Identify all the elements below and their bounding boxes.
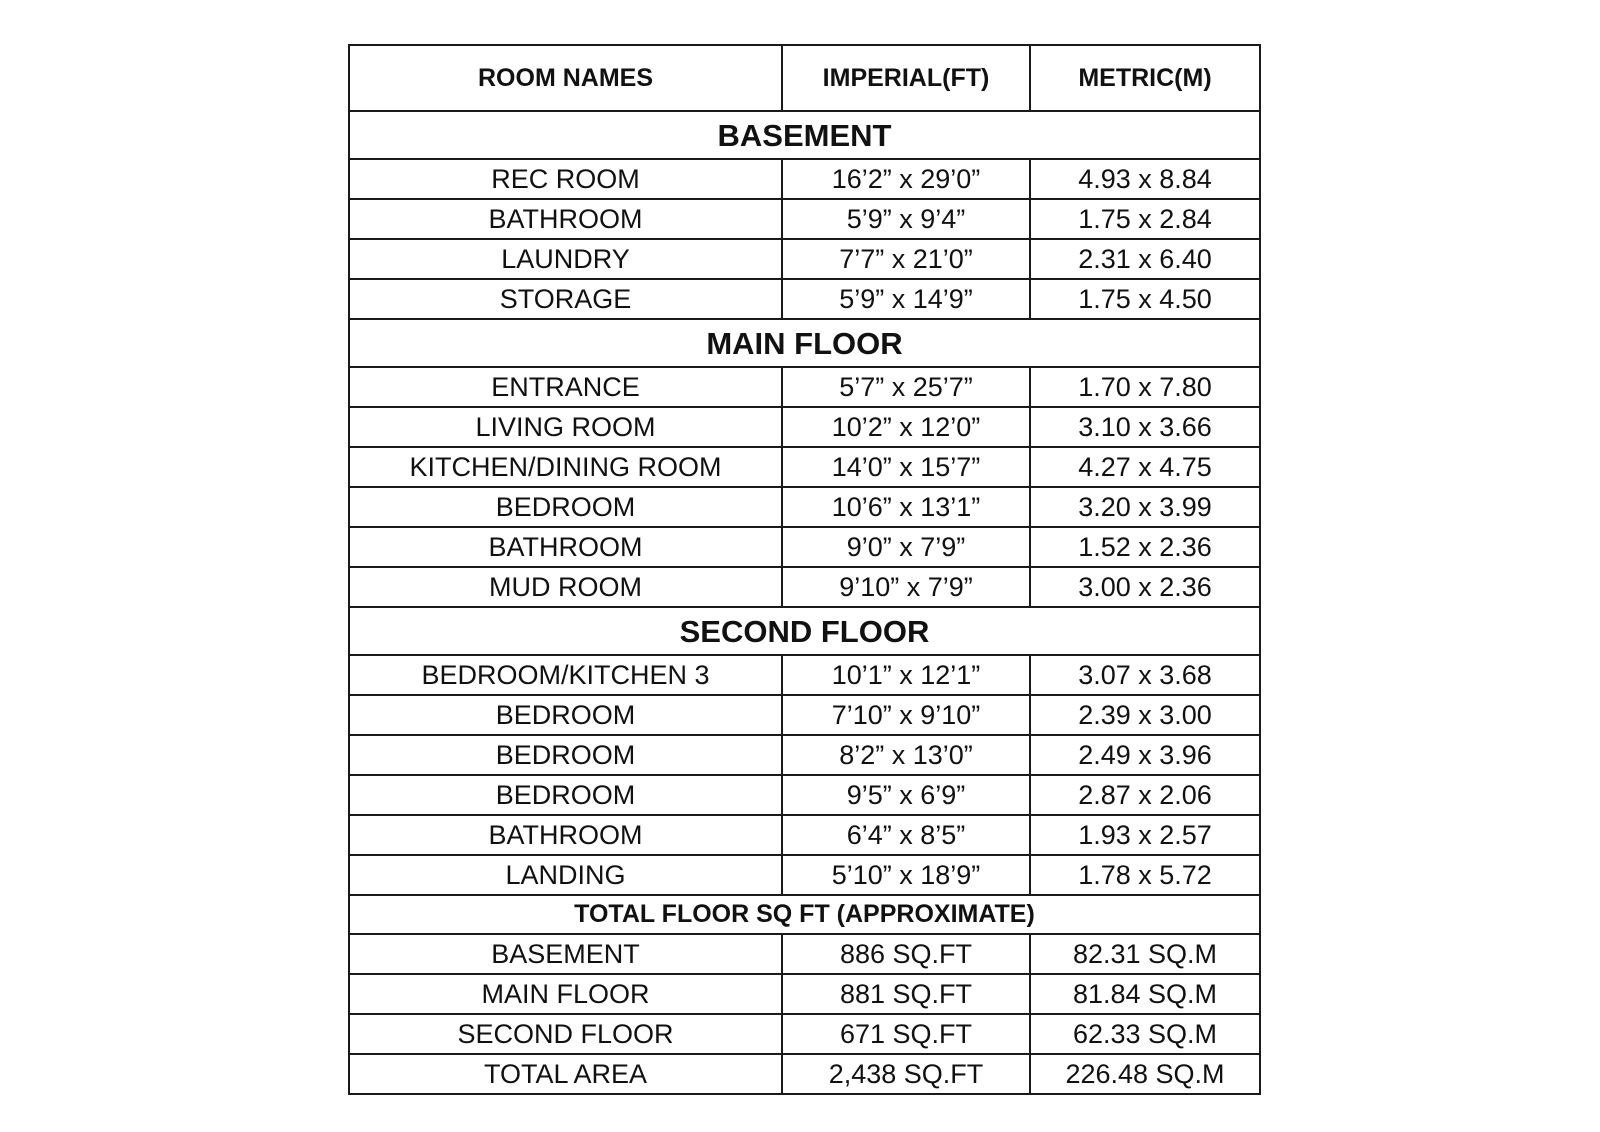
room-name-cell: REC ROOM bbox=[349, 159, 782, 199]
table-row bbox=[349, 487, 1260, 527]
table-row bbox=[349, 199, 1260, 239]
room-name-cell: BEDROOM bbox=[349, 735, 782, 775]
room-name-cell: KITCHEN/DINING ROOM bbox=[349, 447, 782, 487]
section-basement bbox=[349, 111, 1260, 159]
metric-cell: 3.10 x 3.66 bbox=[1030, 407, 1260, 447]
imperial-cell: 10’2” x 12’0” bbox=[782, 407, 1030, 447]
room-name-cell: ENTRANCE bbox=[349, 367, 782, 407]
imperial-cell: 5’10” x 18’9” bbox=[782, 855, 1030, 895]
table-body bbox=[349, 45, 1260, 1094]
metric-cell: 2.39 x 3.00 bbox=[1030, 695, 1260, 735]
table-row bbox=[349, 1014, 1260, 1054]
room-name-cell: BEDROOM bbox=[349, 775, 782, 815]
table-row bbox=[349, 407, 1260, 447]
imperial-cell: 2,438 SQ.FT bbox=[782, 1054, 1030, 1094]
room-name-cell: STORAGE bbox=[349, 279, 782, 319]
imperial-cell: 881 SQ.FT bbox=[782, 974, 1030, 1014]
header-row bbox=[349, 45, 1260, 111]
room-name-cell: BATHROOM bbox=[349, 815, 782, 855]
room-name-cell: BEDROOM/KITCHEN 3 bbox=[349, 655, 782, 695]
imperial-cell: 7’10” x 9’10” bbox=[782, 695, 1030, 735]
metric-cell: 1.75 x 2.84 bbox=[1030, 199, 1260, 239]
table-row bbox=[349, 527, 1260, 567]
metric-cell: 4.93 x 8.84 bbox=[1030, 159, 1260, 199]
imperial-cell: 9’10” x 7’9” bbox=[782, 567, 1030, 607]
metric-cell: 1.75 x 4.50 bbox=[1030, 279, 1260, 319]
room-name-cell: BATHROOM bbox=[349, 527, 782, 567]
room-name-cell: LIVING ROOM bbox=[349, 407, 782, 447]
table-row bbox=[349, 815, 1260, 855]
imperial-cell: 16’2” x 29’0” bbox=[782, 159, 1030, 199]
metric-cell: 62.33 SQ.M bbox=[1030, 1014, 1260, 1054]
table-row bbox=[349, 567, 1260, 607]
metric-cell: 3.07 x 3.68 bbox=[1030, 655, 1260, 695]
imperial-cell: 9’5” x 6’9” bbox=[782, 775, 1030, 815]
header-room-names: ROOM NAMES bbox=[349, 45, 782, 111]
table-row bbox=[349, 695, 1260, 735]
metric-cell: 226.48 SQ.M bbox=[1030, 1054, 1260, 1094]
table-row bbox=[349, 447, 1260, 487]
room-name-cell: TOTAL AREA bbox=[349, 1054, 782, 1094]
metric-cell: 81.84 SQ.M bbox=[1030, 974, 1260, 1014]
imperial-cell: 5’9” x 9’4” bbox=[782, 199, 1030, 239]
table-row bbox=[349, 1054, 1260, 1094]
section-main-floor bbox=[349, 319, 1260, 367]
room-dimensions-table bbox=[348, 44, 1261, 1095]
section-total-floor-area bbox=[349, 895, 1260, 934]
metric-cell: 2.87 x 2.06 bbox=[1030, 775, 1260, 815]
metric-cell: 3.00 x 2.36 bbox=[1030, 567, 1260, 607]
room-name-cell: MAIN FLOOR bbox=[349, 974, 782, 1014]
metric-cell: 2.49 x 3.96 bbox=[1030, 735, 1260, 775]
imperial-cell: 5’9” x 14’9” bbox=[782, 279, 1030, 319]
room-name-cell: LAUNDRY bbox=[349, 239, 782, 279]
imperial-cell: 5’7” x 25’7” bbox=[782, 367, 1030, 407]
imperial-cell: 10’6” x 13’1” bbox=[782, 487, 1030, 527]
room-name-cell: BEDROOM bbox=[349, 695, 782, 735]
metric-cell: 3.20 x 3.99 bbox=[1030, 487, 1260, 527]
metric-cell: 1.78 x 5.72 bbox=[1030, 855, 1260, 895]
metric-cell: 82.31 SQ.M bbox=[1030, 934, 1260, 974]
room-name-cell: BASEMENT bbox=[349, 934, 782, 974]
table-row bbox=[349, 279, 1260, 319]
room-name-cell: SECOND FLOOR bbox=[349, 1014, 782, 1054]
imperial-cell: 886 SQ.FT bbox=[782, 934, 1030, 974]
room-name-cell: LANDING bbox=[349, 855, 782, 895]
room-name-cell: BEDROOM bbox=[349, 487, 782, 527]
table-row bbox=[349, 775, 1260, 815]
table-row bbox=[349, 974, 1260, 1014]
imperial-cell: 7’7” x 21’0” bbox=[782, 239, 1030, 279]
imperial-cell: 6’4” x 8’5” bbox=[782, 815, 1030, 855]
metric-cell: 2.31 x 6.40 bbox=[1030, 239, 1260, 279]
imperial-cell: 10’1” x 12’1” bbox=[782, 655, 1030, 695]
table-row bbox=[349, 159, 1260, 199]
table-row bbox=[349, 735, 1260, 775]
table-row bbox=[349, 934, 1260, 974]
table-row bbox=[349, 655, 1260, 695]
metric-cell: 1.93 x 2.57 bbox=[1030, 815, 1260, 855]
table-row bbox=[349, 239, 1260, 279]
header-imperial: IMPERIAL(FT) bbox=[782, 45, 1030, 111]
section-second-floor bbox=[349, 607, 1260, 655]
section-title: TOTAL FLOOR SQ FT (APPROXIMATE) bbox=[349, 895, 1260, 934]
imperial-cell: 9’0” x 7’9” bbox=[782, 527, 1030, 567]
imperial-cell: 8’2” x 13’0” bbox=[782, 735, 1030, 775]
imperial-cell: 14’0” x 15’7” bbox=[782, 447, 1030, 487]
imperial-cell: 671 SQ.FT bbox=[782, 1014, 1030, 1054]
header-metric: METRIC(M) bbox=[1030, 45, 1260, 111]
metric-cell: 1.70 x 7.80 bbox=[1030, 367, 1260, 407]
section-title: MAIN FLOOR bbox=[349, 319, 1260, 367]
section-title: SECOND FLOOR bbox=[349, 607, 1260, 655]
room-name-cell: MUD ROOM bbox=[349, 567, 782, 607]
metric-cell: 4.27 x 4.75 bbox=[1030, 447, 1260, 487]
room-name-cell: BATHROOM bbox=[349, 199, 782, 239]
section-title: BASEMENT bbox=[349, 111, 1260, 159]
table-row bbox=[349, 855, 1260, 895]
metric-cell: 1.52 x 2.36 bbox=[1030, 527, 1260, 567]
table-row bbox=[349, 367, 1260, 407]
